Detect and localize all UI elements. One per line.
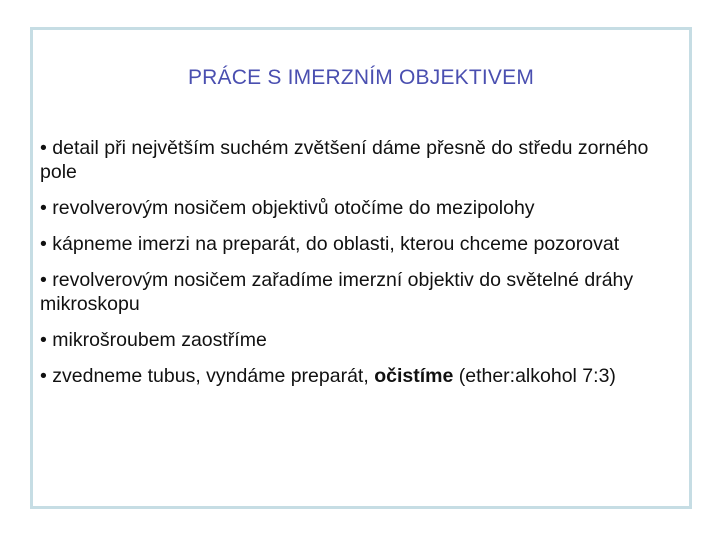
bullet-dot: • <box>40 137 47 159</box>
bullet-item <box>40 196 670 220</box>
bullet-dot: • <box>40 329 47 351</box>
slide <box>30 27 692 509</box>
bullet-item <box>40 136 670 184</box>
bullet-text-bold: očistíme <box>374 365 454 387</box>
bullet-item <box>40 364 670 388</box>
bullet-item <box>40 268 670 316</box>
slide-title: PRÁCE S IMERZNÍM OBJEKTIVEM <box>187 66 535 89</box>
bullet-text: kápneme imerzi na preparát, do oblasti, kterou chceme pozorovat <box>52 233 620 255</box>
bullet-item <box>40 328 670 352</box>
bullet-text: revolverovým nosičem zařadíme imerzní objektiv do světelné dráhy mikroskopu <box>40 269 634 315</box>
bullet-text: detail při největším suchém zvětšení dáme přesně do středu zorného pole <box>40 137 649 183</box>
bullet-item <box>40 232 670 256</box>
bullet-dot: • <box>40 365 47 387</box>
bullet-dot: • <box>40 269 47 291</box>
bullet-text: mikrošroubem zaostříme <box>52 329 267 351</box>
bullet-text: revolverovým nosičem objektivů otočíme do mezipolohy <box>52 197 535 219</box>
bullet-text-after: (ether:alkohol 7:3) <box>453 365 616 387</box>
bullet-dot: • <box>40 233 47 255</box>
bullet-list <box>40 136 670 400</box>
bullet-dot: • <box>40 197 47 219</box>
bullet-text-before: zvedneme tubus, vyndáme preparát, <box>52 365 375 387</box>
